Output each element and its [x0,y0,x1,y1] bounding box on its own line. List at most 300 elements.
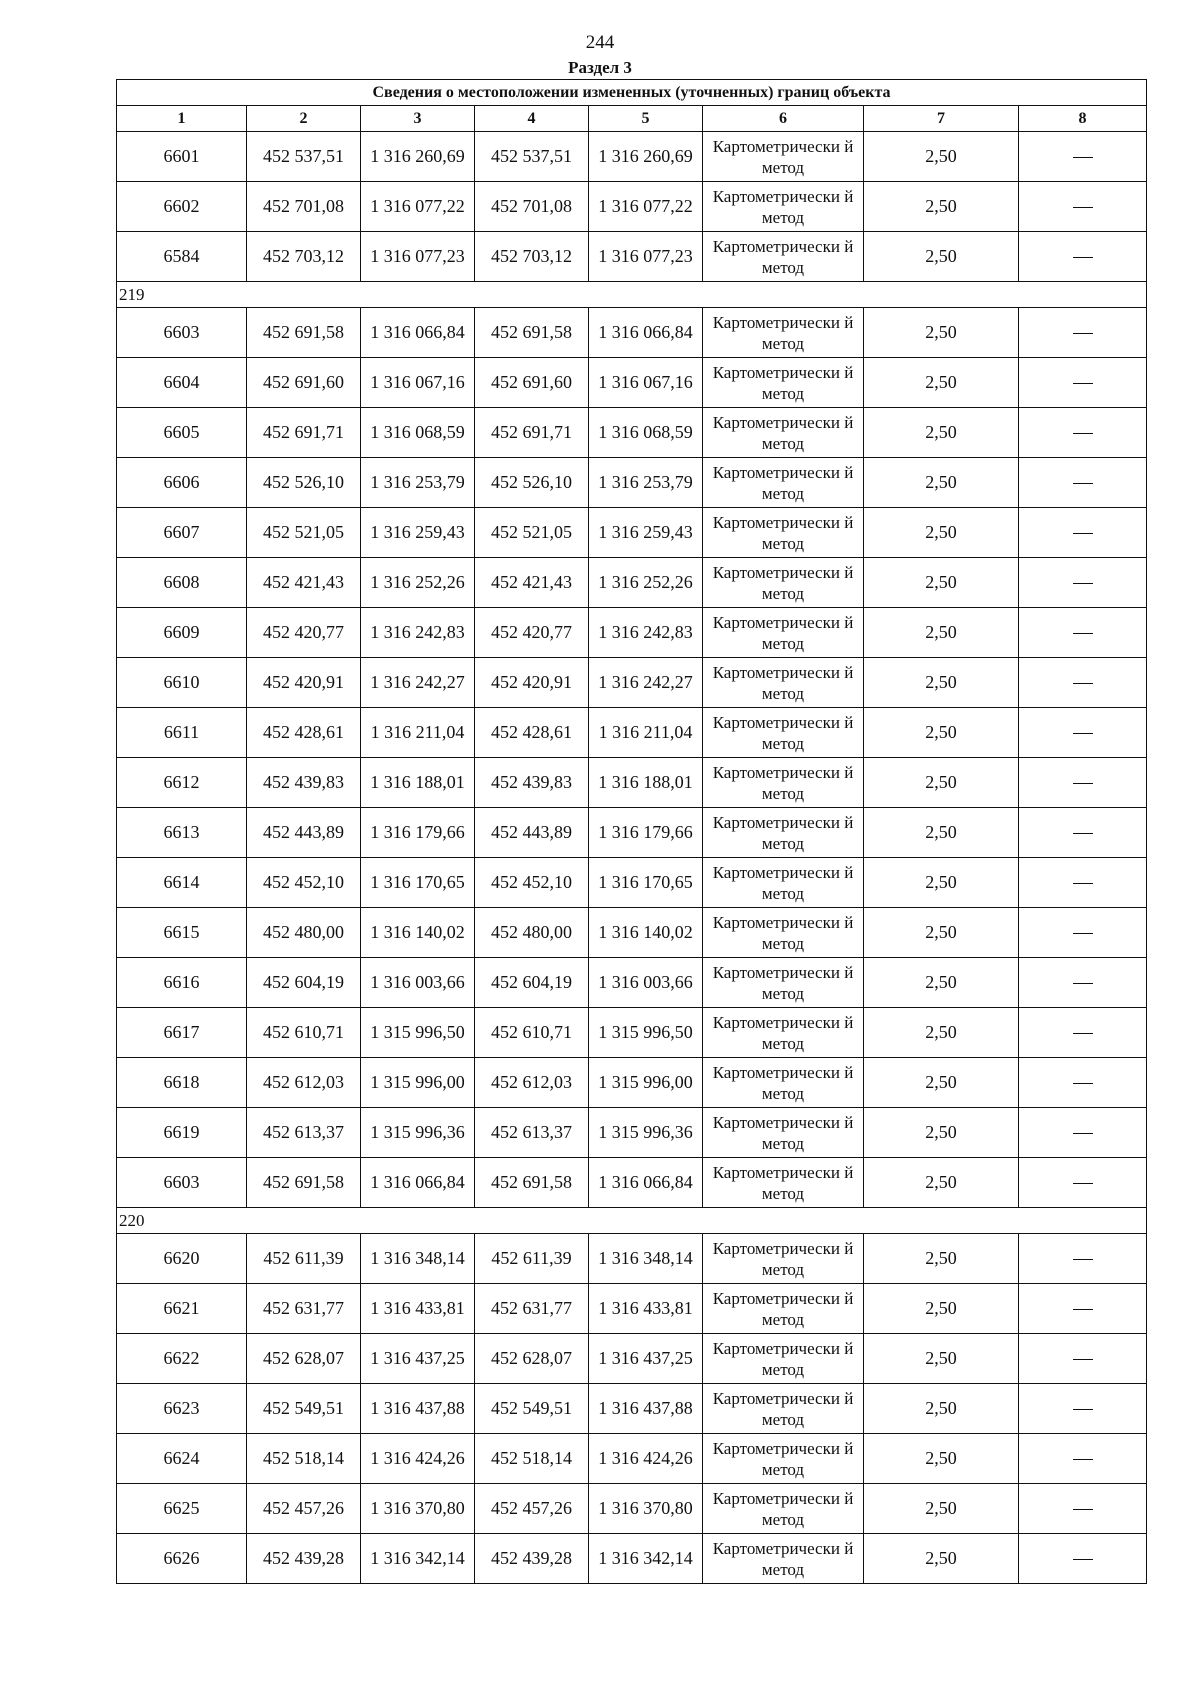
x-old-cell: 452 428,61 [247,708,361,758]
table-row [117,182,1147,232]
y-new-cell: 1 316 140,02 [589,908,703,958]
method-cell: Картометрически й метод [703,808,864,858]
x-old-cell: 452 613,37 [247,1108,361,1158]
y-new-cell: 1 316 437,25 [589,1334,703,1384]
table-row [117,1234,1147,1284]
y-new-cell: 1 316 437,88 [589,1384,703,1434]
y-new-cell: 1 316 188,01 [589,758,703,808]
y-old-cell: 1 316 068,59 [361,408,475,458]
accuracy-cell: 2,50 [864,1158,1019,1208]
dash-text [1093,372,1094,373]
accuracy-cell: 2,50 [864,758,1019,808]
x-old-cell: 452 701,08 [247,182,361,232]
dash-mark [1073,1183,1093,1184]
x-old-cell: 452 480,00 [247,908,361,958]
method-cell: Картометрически й метод [703,858,864,908]
point-number-cell: 6621 [117,1284,247,1334]
table-row [117,1158,1147,1208]
x-new-cell: 452 443,89 [475,808,589,858]
y-old-cell: 1 316 211,04 [361,708,475,758]
y-new-cell: 1 316 077,23 [589,232,703,282]
x-old-cell: 452 628,07 [247,1334,361,1384]
table-row [117,232,1147,282]
table-row [117,358,1147,408]
dash-mark [1073,1559,1093,1560]
method-cell: Картометрически й метод [703,182,864,232]
method-cell: Картометрически й метод [703,1484,864,1534]
dash-mark [1073,983,1093,984]
y-old-cell: 1 316 437,25 [361,1334,475,1384]
dash-text [1093,1298,1094,1299]
table-row [117,1434,1147,1484]
dash-text [1093,1022,1094,1023]
description-cell [1019,708,1147,758]
x-old-cell: 452 439,83 [247,758,361,808]
method-cell: Картометрически й метод [703,508,864,558]
table-row [117,708,1147,758]
column-number: 1 [117,106,247,132]
column-number: 5 [589,106,703,132]
y-new-cell: 1 316 260,69 [589,132,703,182]
x-old-cell: 452 537,51 [247,132,361,182]
dash-text [1093,146,1094,147]
point-number-cell: 6619 [117,1108,247,1158]
table-row [117,758,1147,808]
dash-text [1093,246,1094,247]
column-number: 6 [703,106,864,132]
y-old-cell: 1 316 433,81 [361,1284,475,1334]
group-label: 219 [117,282,1147,308]
table-row [117,1384,1147,1434]
accuracy-cell: 2,50 [864,1384,1019,1434]
y-old-cell: 1 316 179,66 [361,808,475,858]
x-new-cell: 452 428,61 [475,708,589,758]
point-number-cell: 6606 [117,458,247,508]
method-cell: Картометрически й метод [703,708,864,758]
x-old-cell: 452 452,10 [247,858,361,908]
y-new-cell: 1 315 996,36 [589,1108,703,1158]
table-row [117,1058,1147,1108]
description-cell [1019,1058,1147,1108]
method-cell: Картометрически й метод [703,1008,864,1058]
table-row [117,408,1147,458]
method-cell: Картометрически й метод [703,1058,864,1108]
y-old-cell: 1 315 996,00 [361,1058,475,1108]
column-number: 3 [361,106,475,132]
y-new-cell: 1 316 252,26 [589,558,703,608]
accuracy-cell: 2,50 [864,808,1019,858]
dash-mark [1073,783,1093,784]
table-row [117,858,1147,908]
method-cell: Картометрически й метод [703,758,864,808]
y-old-cell: 1 316 077,22 [361,182,475,232]
x-new-cell: 452 549,51 [475,1384,589,1434]
x-old-cell: 452 421,43 [247,558,361,608]
accuracy-cell: 2,50 [864,1534,1019,1584]
x-new-cell: 452 612,03 [475,1058,589,1108]
x-old-cell: 452 611,39 [247,1234,361,1284]
y-old-cell: 1 316 348,14 [361,1234,475,1284]
accuracy-cell: 2,50 [864,908,1019,958]
dash-mark [1073,533,1093,534]
dash-text [1093,872,1094,873]
point-number-cell: 6601 [117,132,247,182]
x-new-cell: 452 703,12 [475,232,589,282]
point-number-cell: 6626 [117,1534,247,1584]
table-row [117,1108,1147,1158]
point-number-cell: 6608 [117,558,247,608]
description-cell [1019,1334,1147,1384]
y-new-cell: 1 316 370,80 [589,1484,703,1534]
point-number-cell: 6605 [117,408,247,458]
dash-text [1093,1072,1094,1073]
method-cell: Картометрически й метод [703,232,864,282]
y-old-cell: 1 316 140,02 [361,908,475,958]
y-new-cell: 1 316 066,84 [589,1158,703,1208]
x-new-cell: 452 611,39 [475,1234,589,1284]
table-caption: Сведения о местоположении измененных (уточненных) границ объекта [117,80,1147,106]
method-cell: Картометрически й метод [703,408,864,458]
dash-mark [1073,833,1093,834]
dash-text [1093,772,1094,773]
table-row [117,808,1147,858]
y-new-cell: 1 316 424,26 [589,1434,703,1484]
dash-text [1093,522,1094,523]
method-cell: Картометрически й метод [703,658,864,708]
description-cell [1019,608,1147,658]
x-old-cell: 452 420,91 [247,658,361,708]
description-cell [1019,1384,1147,1434]
method-cell: Картометрически й метод [703,1384,864,1434]
column-number-row [117,106,1147,132]
description-cell [1019,458,1147,508]
x-new-cell: 452 701,08 [475,182,589,232]
x-new-cell: 452 420,91 [475,658,589,708]
method-cell: Картометрически й метод [703,1434,864,1484]
dash-mark [1073,1509,1093,1510]
x-new-cell: 452 628,07 [475,1334,589,1384]
description-cell [1019,958,1147,1008]
y-old-cell: 1 316 370,80 [361,1484,475,1534]
page-number: 244 [585,32,615,53]
dash-mark [1073,1459,1093,1460]
dash-mark [1073,1359,1093,1360]
y-old-cell: 1 316 242,83 [361,608,475,658]
y-old-cell: 1 315 996,36 [361,1108,475,1158]
column-number: 7 [864,106,1019,132]
table-row [117,608,1147,658]
accuracy-cell: 2,50 [864,858,1019,908]
point-number-cell: 6624 [117,1434,247,1484]
dash-mark [1073,1409,1093,1410]
y-new-cell: 1 316 348,14 [589,1234,703,1284]
description-cell [1019,408,1147,458]
y-new-cell: 1 316 211,04 [589,708,703,758]
dash-text [1093,422,1094,423]
y-old-cell: 1 316 077,23 [361,232,475,282]
description-cell [1019,232,1147,282]
accuracy-cell: 2,50 [864,1334,1019,1384]
accuracy-cell: 2,50 [864,958,1019,1008]
accuracy-cell: 2,50 [864,308,1019,358]
accuracy-cell: 2,50 [864,1284,1019,1334]
description-cell [1019,1534,1147,1584]
y-new-cell: 1 315 996,00 [589,1058,703,1108]
point-number-cell: 6616 [117,958,247,1008]
y-old-cell: 1 316 188,01 [361,758,475,808]
table-row [117,558,1147,608]
x-old-cell: 452 703,12 [247,232,361,282]
accuracy-cell: 2,50 [864,608,1019,658]
point-number-cell: 6610 [117,658,247,708]
table-row [117,908,1147,958]
accuracy-cell: 2,50 [864,1058,1019,1108]
dash-mark [1073,683,1093,684]
table-row [117,458,1147,508]
x-new-cell: 452 631,77 [475,1284,589,1334]
x-old-cell: 452 691,58 [247,308,361,358]
description-cell [1019,1108,1147,1158]
y-old-cell: 1 316 259,43 [361,508,475,558]
y-old-cell: 1 316 170,65 [361,858,475,908]
point-number-cell: 6617 [117,1008,247,1058]
dash-mark [1073,933,1093,934]
x-old-cell: 452 612,03 [247,1058,361,1108]
dash-text [1093,722,1094,723]
dash-text [1093,572,1094,573]
dash-text [1093,322,1094,323]
dash-text [1093,472,1094,473]
method-cell: Картометрически й метод [703,358,864,408]
section-title: Раздел 3 [568,58,632,77]
x-old-cell: 452 518,14 [247,1434,361,1484]
accuracy-cell: 2,50 [864,508,1019,558]
x-new-cell: 452 537,51 [475,132,589,182]
dash-text [1093,1548,1094,1549]
y-new-cell: 1 316 259,43 [589,508,703,558]
dash-text [1093,196,1094,197]
dash-mark [1073,1259,1093,1260]
point-number-cell: 6602 [117,182,247,232]
description-cell [1019,308,1147,358]
point-number-cell: 6609 [117,608,247,658]
x-new-cell: 452 691,60 [475,358,589,408]
method-cell: Картометрически й метод [703,558,864,608]
method-cell: Картометрически й метод [703,1534,864,1584]
table-row [117,132,1147,182]
method-cell: Картометрически й метод [703,1234,864,1284]
method-cell: Картометрически й метод [703,458,864,508]
dash-mark [1073,733,1093,734]
x-old-cell: 452 420,77 [247,608,361,658]
description-cell [1019,908,1147,958]
point-number-cell: 6613 [117,808,247,858]
table-row [117,508,1147,558]
dash-text [1093,672,1094,673]
accuracy-cell: 2,50 [864,408,1019,458]
x-old-cell: 452 521,05 [247,508,361,558]
accuracy-cell: 2,50 [864,1484,1019,1534]
method-cell: Картометрически й метод [703,1108,864,1158]
description-cell [1019,1284,1147,1334]
dash-mark [1073,1033,1093,1034]
y-old-cell: 1 315 996,50 [361,1008,475,1058]
method-cell: Картометрически й метод [703,1334,864,1384]
x-new-cell: 452 604,19 [475,958,589,1008]
y-new-cell: 1 316 170,65 [589,858,703,908]
description-cell [1019,508,1147,558]
description-cell [1019,1008,1147,1058]
accuracy-cell: 2,50 [864,458,1019,508]
dash-text [1093,1398,1094,1399]
y-old-cell: 1 316 067,16 [361,358,475,408]
y-new-cell: 1 316 242,27 [589,658,703,708]
x-new-cell: 452 691,58 [475,1158,589,1208]
method-cell: Картометрически й метод [703,608,864,658]
point-number-cell: 6603 [117,308,247,358]
dash-text [1093,1172,1094,1173]
method-cell: Картометрически й метод [703,958,864,1008]
x-old-cell: 452 604,19 [247,958,361,1008]
accuracy-cell: 2,50 [864,232,1019,282]
x-new-cell: 452 613,37 [475,1108,589,1158]
table-row [117,308,1147,358]
x-old-cell: 452 457,26 [247,1484,361,1534]
description-cell [1019,1158,1147,1208]
accuracy-cell: 2,50 [864,132,1019,182]
point-number-cell: 6615 [117,908,247,958]
description-cell [1019,1484,1147,1534]
point-number-cell: 6618 [117,1058,247,1108]
dash-mark [1073,433,1093,434]
x-new-cell: 452 691,58 [475,308,589,358]
dash-mark [1073,333,1093,334]
table-row [117,1008,1147,1058]
x-new-cell: 452 421,43 [475,558,589,608]
x-new-cell: 452 610,71 [475,1008,589,1058]
point-number-cell: 6623 [117,1384,247,1434]
accuracy-cell: 2,50 [864,558,1019,608]
description-cell [1019,658,1147,708]
accuracy-cell: 2,50 [864,1234,1019,1284]
dash-text [1093,922,1094,923]
y-new-cell: 1 316 253,79 [589,458,703,508]
dash-text [1093,1248,1094,1249]
point-number-cell: 6604 [117,358,247,408]
x-old-cell: 452 631,77 [247,1284,361,1334]
dash-text [1093,822,1094,823]
y-old-cell: 1 316 342,14 [361,1534,475,1584]
x-new-cell: 452 526,10 [475,458,589,508]
dash-text [1093,1122,1094,1123]
accuracy-cell: 2,50 [864,358,1019,408]
dash-mark [1073,1083,1093,1084]
y-new-cell: 1 316 433,81 [589,1284,703,1334]
table-body [117,132,1147,1584]
y-old-cell: 1 316 424,26 [361,1434,475,1484]
x-old-cell: 452 691,60 [247,358,361,408]
table-row [117,1284,1147,1334]
accuracy-cell: 2,50 [864,182,1019,232]
x-new-cell: 452 457,26 [475,1484,589,1534]
description-cell [1019,358,1147,408]
point-number-cell: 6614 [117,858,247,908]
point-number-cell: 6620 [117,1234,247,1284]
group-row [117,1208,1147,1234]
description-cell [1019,858,1147,908]
group-row [117,282,1147,308]
description-cell [1019,182,1147,232]
y-old-cell: 1 316 066,84 [361,1158,475,1208]
description-cell [1019,808,1147,858]
y-new-cell: 1 316 068,59 [589,408,703,458]
x-old-cell: 452 526,10 [247,458,361,508]
table-row [117,658,1147,708]
point-number-cell: 6622 [117,1334,247,1384]
point-number-cell: 6607 [117,508,247,558]
dash-text [1093,972,1094,973]
y-old-cell: 1 316 260,69 [361,132,475,182]
description-cell [1019,758,1147,808]
x-new-cell: 452 420,77 [475,608,589,658]
y-old-cell: 1 316 252,26 [361,558,475,608]
x-old-cell: 452 610,71 [247,1008,361,1058]
method-cell: Картометрически й метод [703,908,864,958]
table-row [117,958,1147,1008]
table-row [117,1534,1147,1584]
y-new-cell: 1 315 996,50 [589,1008,703,1058]
x-old-cell: 452 691,58 [247,1158,361,1208]
accuracy-cell: 2,50 [864,1008,1019,1058]
dash-text [1093,1498,1094,1499]
y-new-cell: 1 316 067,16 [589,358,703,408]
y-new-cell: 1 316 342,14 [589,1534,703,1584]
x-old-cell: 452 691,71 [247,408,361,458]
method-cell: Картометрически й метод [703,1158,864,1208]
description-cell [1019,558,1147,608]
point-number-cell: 6625 [117,1484,247,1534]
y-new-cell: 1 316 066,84 [589,308,703,358]
point-number-cell: 6611 [117,708,247,758]
y-new-cell: 1 316 179,66 [589,808,703,858]
group-label: 220 [117,1208,1147,1234]
dash-text [1093,1348,1094,1349]
dash-mark [1073,257,1093,258]
accuracy-cell: 2,50 [864,1434,1019,1484]
coordinates-table [116,79,1147,1584]
x-new-cell: 452 439,83 [475,758,589,808]
dash-text [1093,1448,1094,1449]
method-cell: Картометрически й метод [703,132,864,182]
dash-mark [1073,157,1093,158]
dash-mark [1073,383,1093,384]
description-cell [1019,1434,1147,1484]
accuracy-cell: 2,50 [864,708,1019,758]
column-number: 8 [1019,106,1147,132]
x-new-cell: 452 518,14 [475,1434,589,1484]
y-new-cell: 1 316 242,83 [589,608,703,658]
dash-mark [1073,483,1093,484]
x-new-cell: 452 439,28 [475,1534,589,1584]
x-new-cell: 452 691,71 [475,408,589,458]
dash-mark [1073,583,1093,584]
dash-text [1093,622,1094,623]
x-new-cell: 452 452,10 [475,858,589,908]
dash-mark [1073,883,1093,884]
point-number-cell: 6603 [117,1158,247,1208]
y-old-cell: 1 316 242,27 [361,658,475,708]
y-new-cell: 1 316 077,22 [589,182,703,232]
